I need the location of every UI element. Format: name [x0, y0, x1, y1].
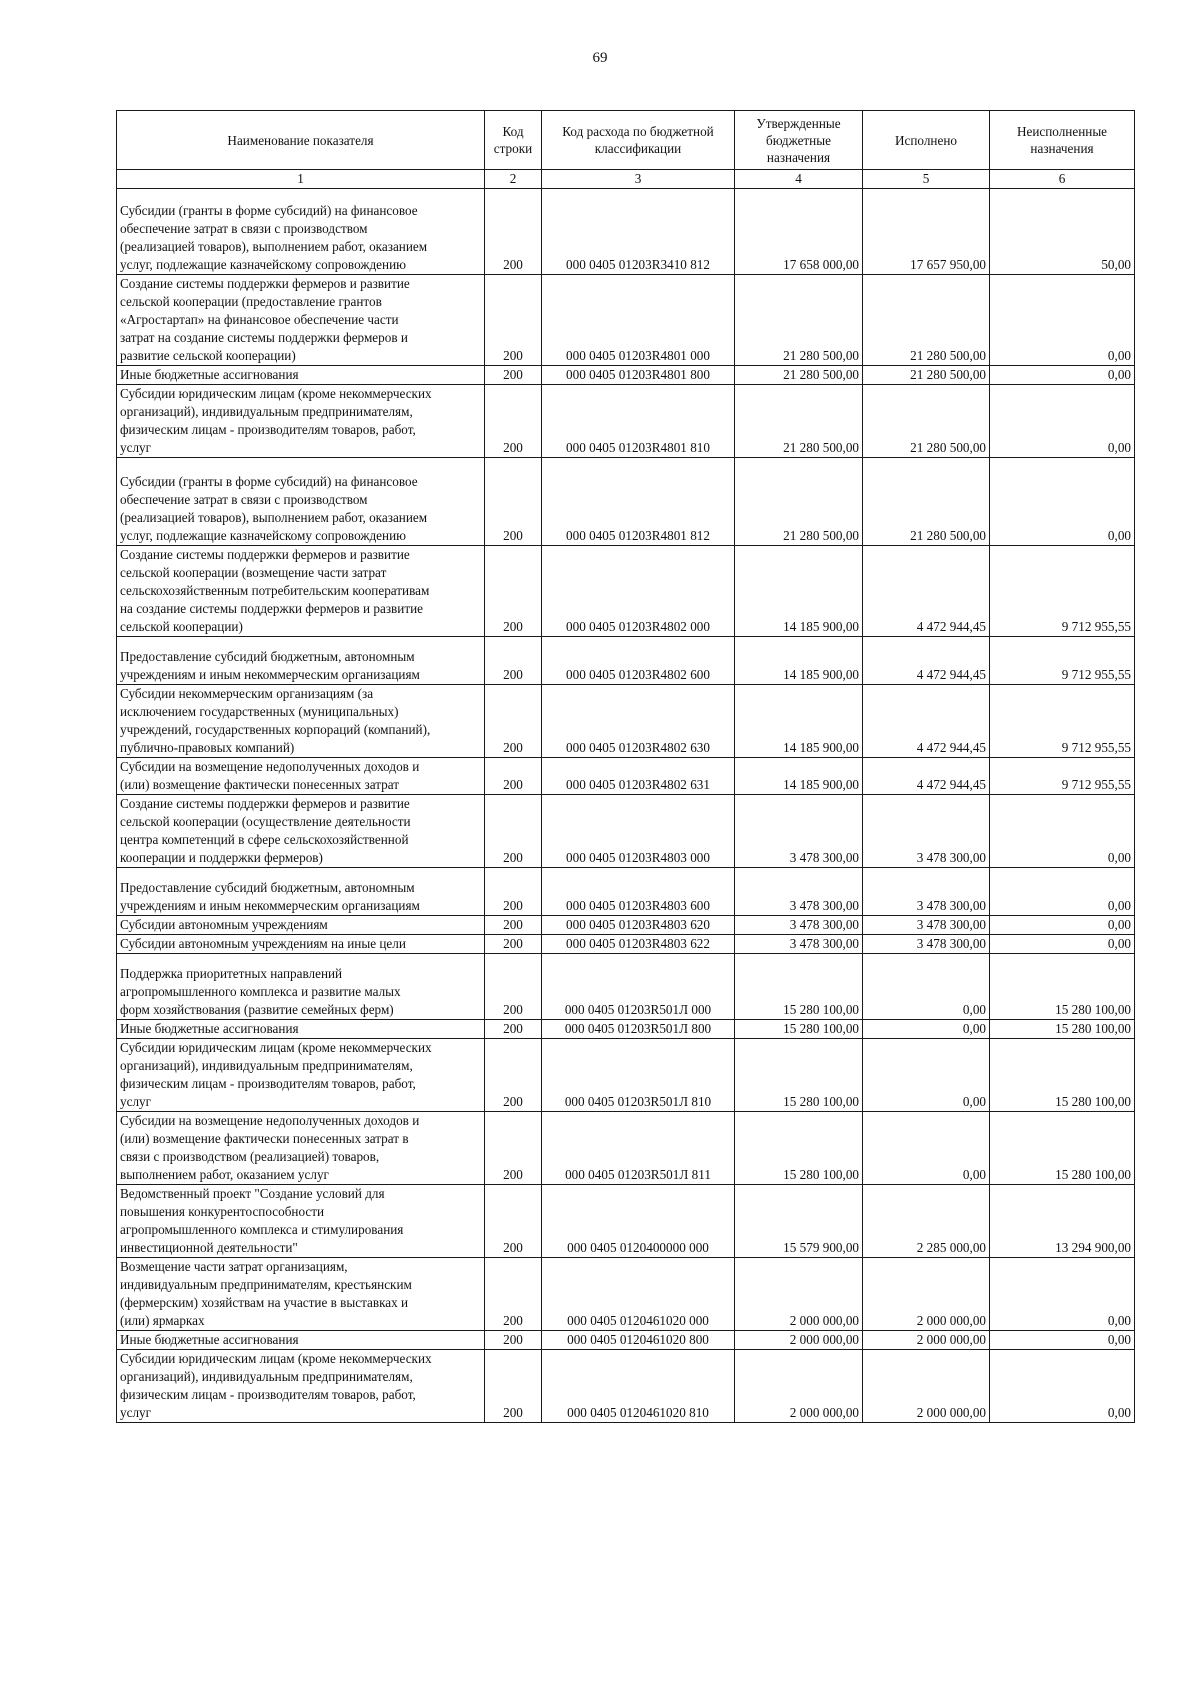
- row-unexecuted-cell: 0,00: [990, 385, 1135, 458]
- row-name-cell: Субсидии на возмещение недополученных доходов и (или) возмещение фактически понесенных затрат: [117, 758, 485, 795]
- row-budget-code-cell: 000 0405 01203R4801 810: [542, 385, 735, 458]
- row-line-code-cell: 200: [485, 795, 542, 868]
- row-line-code-cell: 200: [485, 1331, 542, 1350]
- row-executed-cell: 2 285 000,00: [863, 1185, 990, 1258]
- row-approved-cell: 2 000 000,00: [735, 1258, 863, 1331]
- row-budget-code-cell: 000 0405 01203R4803 000: [542, 795, 735, 868]
- row-line-code-cell: 200: [485, 1112, 542, 1185]
- row-executed-cell: 4 472 944,45: [863, 685, 990, 758]
- row-unexecuted-cell: 13 294 900,00: [990, 1185, 1135, 1258]
- budget-execution-table: [116, 110, 1135, 1423]
- table-row: [117, 385, 1135, 458]
- row-name-cell: Предоставление субсидий бюджетным, автономным учреждениям и иным некоммерческим организациям: [117, 637, 485, 685]
- col-number: 5: [863, 170, 990, 189]
- row-budget-code-cell: 000 0405 01203R501Л 810: [542, 1039, 735, 1112]
- row-approved-cell: 14 185 900,00: [735, 758, 863, 795]
- row-approved-cell: 21 280 500,00: [735, 385, 863, 458]
- row-name-cell: Иные бюджетные ассигнования: [117, 1331, 485, 1350]
- row-unexecuted-cell: 15 280 100,00: [990, 1112, 1135, 1185]
- row-name-cell: Субсидии (гранты в форме субсидий) на финансовое обеспечение затрат в связи с производством (реализацией товаров), выполнением работ, оказанием услуг, подлежащие казначейскому сопровождению: [117, 458, 485, 546]
- row-line-code-cell: 200: [485, 1185, 542, 1258]
- row-line-code-cell: 200: [485, 868, 542, 916]
- row-approved-cell: 21 280 500,00: [735, 458, 863, 546]
- row-name-cell: Субсидии юридическим лицам (кроме некоммерческих организаций), индивидуальным предпринимателям, физическим лицам - производителям товаров, работ, услуг: [117, 1350, 485, 1423]
- row-line-code-cell: 200: [485, 385, 542, 458]
- table-row: [117, 1258, 1135, 1331]
- row-executed-cell: 2 000 000,00: [863, 1350, 990, 1423]
- table-row: [117, 637, 1135, 685]
- row-budget-code-cell: 000 0405 01203R4803 622: [542, 935, 735, 954]
- row-unexecuted-cell: 15 280 100,00: [990, 1039, 1135, 1112]
- row-name-cell: Иные бюджетные ассигнования: [117, 1020, 485, 1039]
- row-budget-code-cell: 000 0405 01203R4802 000: [542, 546, 735, 637]
- col-header-executed: Исполнено: [863, 111, 990, 170]
- row-name-cell: Субсидии на возмещение недополученных доходов и (или) возмещение фактически понесенных затрат в связи с производством (реализацией) товаров, выполнением работ, оказанием услуг: [117, 1112, 485, 1185]
- col-header-approved: Утвержденные бюджетные назначения: [735, 111, 863, 170]
- row-executed-cell: 4 472 944,45: [863, 546, 990, 637]
- row-line-code-cell: 200: [485, 954, 542, 1020]
- row-approved-cell: 3 478 300,00: [735, 935, 863, 954]
- row-line-code-cell: 200: [485, 916, 542, 935]
- row-approved-cell: 15 280 100,00: [735, 954, 863, 1020]
- row-budget-code-cell: 000 0405 01203R4803 620: [542, 916, 735, 935]
- row-budget-code-cell: 000 0405 01203R4802 630: [542, 685, 735, 758]
- table-row: [117, 758, 1135, 795]
- col-number: 4: [735, 170, 863, 189]
- row-executed-cell: 21 280 500,00: [863, 385, 990, 458]
- row-executed-cell: 3 478 300,00: [863, 795, 990, 868]
- row-name-cell: Создание системы поддержки фермеров и развитие сельской кооперации (возмещение части затрат сельскохозяйственным потребительским кооперативам на создание системы поддержки фермеров и развитие сельской кооперации): [117, 546, 485, 637]
- table-row: [117, 1020, 1135, 1039]
- row-unexecuted-cell: 0,00: [990, 275, 1135, 366]
- row-executed-cell: 0,00: [863, 1020, 990, 1039]
- row-budget-code-cell: 000 0405 01203R4801 800: [542, 366, 735, 385]
- row-budget-code-cell: 000 0405 01203R4802 600: [542, 637, 735, 685]
- row-line-code-cell: 200: [485, 458, 542, 546]
- row-budget-code-cell: 000 0405 0120461020 800: [542, 1331, 735, 1350]
- row-executed-cell: 21 280 500,00: [863, 366, 990, 385]
- row-approved-cell: 15 280 100,00: [735, 1020, 863, 1039]
- col-header-budget-code: Код расхода по бюджетной классификации: [542, 111, 735, 170]
- row-unexecuted-cell: 50,00: [990, 189, 1135, 275]
- row-approved-cell: 2 000 000,00: [735, 1331, 863, 1350]
- row-approved-cell: 21 280 500,00: [735, 366, 863, 385]
- table-row: [117, 189, 1135, 275]
- row-budget-code-cell: 000 0405 0120461020 810: [542, 1350, 735, 1423]
- row-unexecuted-cell: 0,00: [990, 1350, 1135, 1423]
- row-budget-code-cell: 000 0405 01203R4802 631: [542, 758, 735, 795]
- row-budget-code-cell: 000 0405 01203R501Л 000: [542, 954, 735, 1020]
- row-name-cell: Создание системы поддержки фермеров и развитие сельской кооперации (предоставление грантов «Агростартап» на финансовое обеспечение части затрат на создание системы поддержки фермеров и развитие сельской кооперации): [117, 275, 485, 366]
- row-approved-cell: 3 478 300,00: [735, 868, 863, 916]
- col-number: 1: [117, 170, 485, 189]
- row-name-cell: Создание системы поддержки фермеров и развитие сельской кооперации (осуществление деятельности центра компетенций в сфере сельскохозяйственной кооперации и поддержки фермеров): [117, 795, 485, 868]
- table-row: [117, 458, 1135, 546]
- row-name-cell: Возмещение части затрат организациям, индивидуальным предпринимателям, крестьянским (фермерским) хозяйствам на участие в выставках и (или) ярмарках: [117, 1258, 485, 1331]
- row-line-code-cell: 200: [485, 1258, 542, 1331]
- table-row: [117, 954, 1135, 1020]
- row-approved-cell: 3 478 300,00: [735, 916, 863, 935]
- row-unexecuted-cell: 15 280 100,00: [990, 1020, 1135, 1039]
- row-approved-cell: 15 280 100,00: [735, 1112, 863, 1185]
- row-executed-cell: 4 472 944,45: [863, 758, 990, 795]
- row-name-cell: Субсидии автономным учреждениям: [117, 916, 485, 935]
- row-approved-cell: 14 185 900,00: [735, 637, 863, 685]
- table-body: [117, 189, 1135, 1423]
- row-unexecuted-cell: 0,00: [990, 795, 1135, 868]
- row-unexecuted-cell: 0,00: [990, 916, 1135, 935]
- row-name-cell: Иные бюджетные ассигнования: [117, 366, 485, 385]
- table-row: [117, 275, 1135, 366]
- row-line-code-cell: 200: [485, 637, 542, 685]
- row-line-code-cell: 200: [485, 1039, 542, 1112]
- table-row: [117, 795, 1135, 868]
- table-row: [117, 546, 1135, 637]
- row-name-cell: Субсидии юридическим лицам (кроме некоммерческих организаций), индивидуальным предпринимателям, физическим лицам - производителям товаров, работ, услуг: [117, 1039, 485, 1112]
- row-unexecuted-cell: 0,00: [990, 1331, 1135, 1350]
- row-unexecuted-cell: 0,00: [990, 868, 1135, 916]
- row-executed-cell: 17 657 950,00: [863, 189, 990, 275]
- row-line-code-cell: 200: [485, 758, 542, 795]
- row-unexecuted-cell: 0,00: [990, 935, 1135, 954]
- row-budget-code-cell: 000 0405 01203R3410 812: [542, 189, 735, 275]
- row-name-cell: Ведомственный проект "Создание условий для повышения конкурентоспособности агропромышленного комплекса и стимулирования инвестиционной деятельности": [117, 1185, 485, 1258]
- row-unexecuted-cell: 9 712 955,55: [990, 685, 1135, 758]
- col-header-unexecuted: Неисполненные назначения: [990, 111, 1135, 170]
- col-number: 2: [485, 170, 542, 189]
- table-row: [117, 366, 1135, 385]
- row-unexecuted-cell: 15 280 100,00: [990, 954, 1135, 1020]
- row-executed-cell: 3 478 300,00: [863, 868, 990, 916]
- row-name-cell: Предоставление субсидий бюджетным, автономным учреждениям и иным некоммерческим организациям: [117, 868, 485, 916]
- table-row: [117, 868, 1135, 916]
- row-approved-cell: 17 658 000,00: [735, 189, 863, 275]
- row-approved-cell: 14 185 900,00: [735, 685, 863, 758]
- row-name-cell: Субсидии (гранты в форме субсидий) на финансовое обеспечение затрат в связи с производством (реализацией товаров), выполнением работ, оказанием услуг, подлежащие казначейскому сопровождению: [117, 189, 485, 275]
- col-header-line-code: Код строки: [485, 111, 542, 170]
- row-line-code-cell: 200: [485, 275, 542, 366]
- row-name-cell: Субсидии юридическим лицам (кроме некоммерческих организаций), индивидуальным предпринимателям, физическим лицам - производителям товаров, работ, услуг: [117, 385, 485, 458]
- row-unexecuted-cell: 0,00: [990, 1258, 1135, 1331]
- row-executed-cell: 2 000 000,00: [863, 1258, 990, 1331]
- row-budget-code-cell: 000 0405 01203R501Л 800: [542, 1020, 735, 1039]
- row-budget-code-cell: 000 0405 01203R501Л 811: [542, 1112, 735, 1185]
- row-approved-cell: 14 185 900,00: [735, 546, 863, 637]
- row-name-cell: Субсидии автономным учреждениям на иные цели: [117, 935, 485, 954]
- row-approved-cell: 15 280 100,00: [735, 1039, 863, 1112]
- page-number: 69: [592, 50, 608, 66]
- row-line-code-cell: 200: [485, 366, 542, 385]
- row-unexecuted-cell: 9 712 955,55: [990, 758, 1135, 795]
- row-line-code-cell: 200: [485, 935, 542, 954]
- row-budget-code-cell: 000 0405 01203R4801 000: [542, 275, 735, 366]
- row-approved-cell: 21 280 500,00: [735, 275, 863, 366]
- row-line-code-cell: 200: [485, 685, 542, 758]
- row-name-cell: Поддержка приоритетных направлений агропромышленного комплекса и развитие малых форм хозяйствования (развитие семейных ферм): [117, 954, 485, 1020]
- row-budget-code-cell: 000 0405 01203R4801 812: [542, 458, 735, 546]
- row-approved-cell: 15 579 900,00: [735, 1185, 863, 1258]
- row-executed-cell: 0,00: [863, 1112, 990, 1185]
- row-approved-cell: 2 000 000,00: [735, 1350, 863, 1423]
- table-row: [117, 685, 1135, 758]
- row-budget-code-cell: 000 0405 0120461020 000: [542, 1258, 735, 1331]
- row-unexecuted-cell: 9 712 955,55: [990, 546, 1135, 637]
- table-row: [117, 1350, 1135, 1423]
- row-line-code-cell: 200: [485, 1350, 542, 1423]
- table-row: [117, 1039, 1135, 1112]
- table-header: [117, 111, 1135, 189]
- row-executed-cell: 0,00: [863, 1039, 990, 1112]
- row-executed-cell: 3 478 300,00: [863, 935, 990, 954]
- row-executed-cell: 21 280 500,00: [863, 458, 990, 546]
- table-row: [117, 1185, 1135, 1258]
- row-executed-cell: 21 280 500,00: [863, 275, 990, 366]
- row-line-code-cell: 200: [485, 1020, 542, 1039]
- row-line-code-cell: 200: [485, 189, 542, 275]
- row-budget-code-cell: 000 0405 01203R4803 600: [542, 868, 735, 916]
- table-row: [117, 1112, 1135, 1185]
- table-row: [117, 1331, 1135, 1350]
- row-executed-cell: 4 472 944,45: [863, 637, 990, 685]
- row-budget-code-cell: 000 0405 0120400000 000: [542, 1185, 735, 1258]
- row-name-cell: Субсидии некоммерческим организациям (за исключением государственных (муниципальных) учреждений, государственных корпораций (компаний), публично-правовых компаний): [117, 685, 485, 758]
- row-line-code-cell: 200: [485, 546, 542, 637]
- row-approved-cell: 3 478 300,00: [735, 795, 863, 868]
- row-executed-cell: 3 478 300,00: [863, 916, 990, 935]
- row-unexecuted-cell: 9 712 955,55: [990, 637, 1135, 685]
- row-unexecuted-cell: 0,00: [990, 458, 1135, 546]
- col-number: 3: [542, 170, 735, 189]
- row-unexecuted-cell: 0,00: [990, 366, 1135, 385]
- row-executed-cell: 0,00: [863, 954, 990, 1020]
- row-executed-cell: 2 000 000,00: [863, 1331, 990, 1350]
- table-row: [117, 916, 1135, 935]
- col-header-name: Наименование показателя: [117, 111, 485, 170]
- table-row: [117, 935, 1135, 954]
- col-number: 6: [990, 170, 1135, 189]
